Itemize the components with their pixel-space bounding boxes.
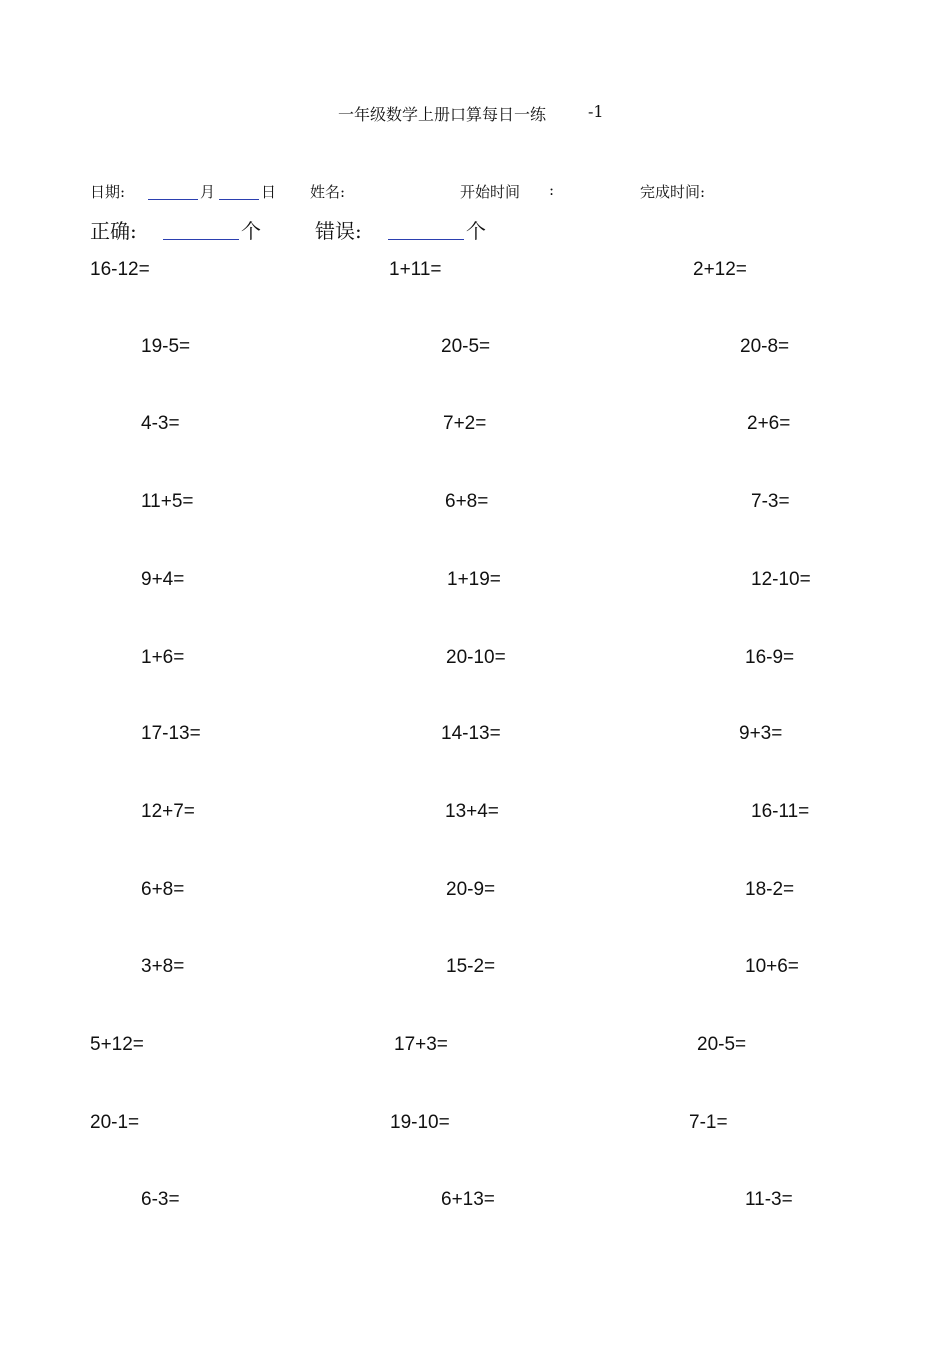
problem: 5+12= — [90, 1034, 144, 1055]
problem: 18-2= — [745, 879, 795, 900]
problem: 7-3= — [751, 491, 790, 512]
start-time-colon: : — [549, 181, 555, 199]
day-label: 日 — [261, 183, 277, 201]
problem: 17+3= — [394, 1034, 448, 1055]
problem: 20-8= — [740, 336, 790, 357]
finish-time-label: 完成时间: — [640, 183, 706, 201]
problem: 14-13= — [441, 723, 501, 744]
problem: 6+13= — [441, 1189, 495, 1210]
problem: 20-5= — [441, 336, 491, 357]
problem: 12-10= — [751, 569, 811, 590]
problem: 4-3= — [141, 413, 180, 434]
correct-blank[interactable] — [163, 239, 239, 240]
month-label: 月 — [200, 183, 216, 201]
problem: 11-3= — [745, 1189, 793, 1210]
start-time-label: 开始时间 — [460, 183, 521, 201]
problem: 6-3= — [141, 1189, 180, 1210]
problem: 15-2= — [446, 956, 496, 977]
correct-label: 正确: — [90, 219, 137, 243]
problem: 3+8= — [141, 956, 185, 977]
problem: 20-9= — [446, 879, 496, 900]
problem: 11+5= — [141, 491, 194, 512]
problem: 12+7= — [141, 801, 195, 822]
problem: 1+6= — [141, 647, 185, 668]
problem: 19-5= — [141, 336, 191, 357]
problem: 9+4= — [141, 569, 185, 590]
problem: 17-13= — [141, 723, 201, 744]
problem: 20-1= — [90, 1112, 140, 1133]
problem: 16-9= — [745, 647, 795, 668]
wrong-label: 错误: — [315, 219, 362, 243]
problem: 6+8= — [141, 879, 185, 900]
problem: 10+6= — [745, 956, 799, 977]
problem: 7+2= — [443, 413, 487, 434]
date-label: 日期: — [90, 183, 126, 201]
problem: 19-10= — [390, 1112, 450, 1133]
title-text: 一年级数学上册口算每日一练 — [338, 105, 547, 124]
day-blank[interactable] — [219, 199, 259, 200]
problem: 2+12= — [693, 259, 747, 280]
month-blank[interactable] — [148, 199, 198, 200]
wrong-unit: 个 — [466, 219, 486, 243]
problem: 6+8= — [445, 491, 489, 512]
wrong-blank[interactable] — [388, 239, 464, 240]
problem: 1+19= — [447, 569, 501, 590]
problem: 13+4= — [445, 801, 499, 822]
problem: 20-5= — [697, 1034, 747, 1055]
problem: 9+3= — [739, 723, 783, 744]
problem: 7-1= — [689, 1112, 728, 1133]
problem: 16-12= — [90, 259, 150, 280]
name-label: 姓名: — [310, 183, 346, 201]
title-suffix: -1 — [588, 102, 604, 121]
problem: 2+6= — [747, 413, 791, 434]
problem: 16-11= — [751, 801, 810, 822]
correct-unit: 个 — [241, 219, 261, 243]
problem: 20-10= — [446, 647, 506, 668]
problem: 1+11= — [389, 259, 442, 280]
